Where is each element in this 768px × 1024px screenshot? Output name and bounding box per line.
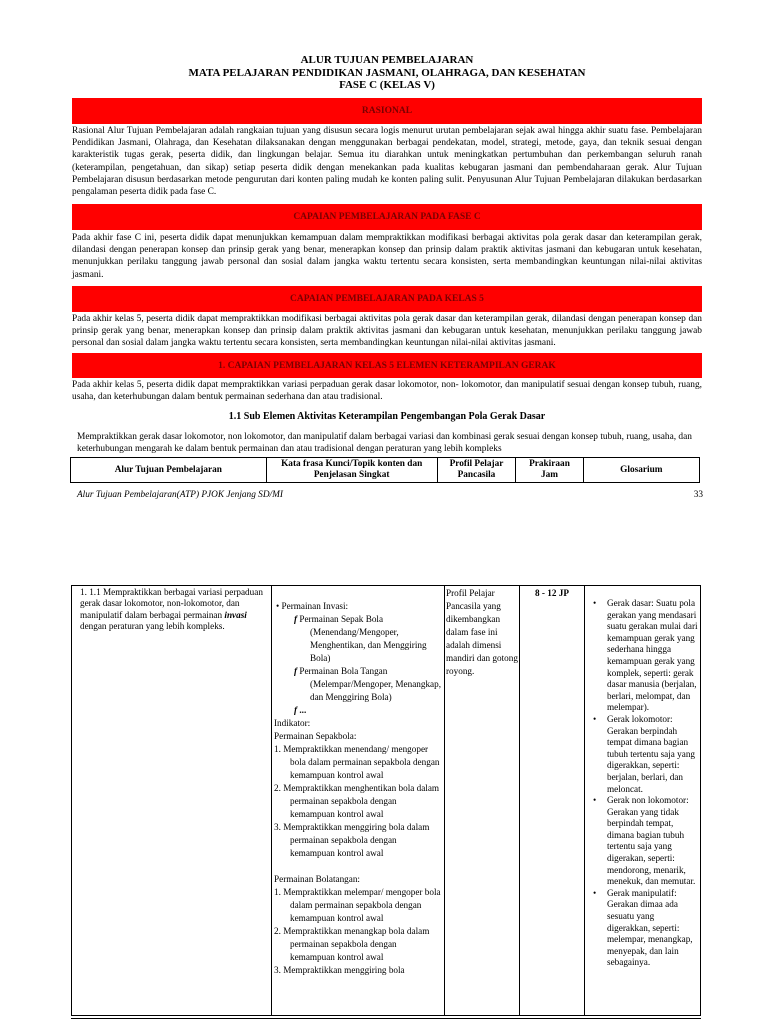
bolatangan-indikator-3: 3. Mempraktikkan menggiring bola <box>274 965 405 975</box>
atp-table-row <box>71 585 701 1016</box>
title-line-2: MATA PELAJARAN PENDIDIKAN JASMANI, OLAHRAGA, DAN KESEHATAN <box>188 66 586 79</box>
bola-tangan-title: Permainan Bola Tangan <box>299 666 388 676</box>
glosarium-item-manipulatif: • Gerak manipulatif: <box>593 887 677 898</box>
invasi-label: • Permainan Invasi: <box>276 601 349 611</box>
glosarium-item-lokomotor: • Gerak lokomotor: <box>593 713 673 724</box>
sepakbola-label: Permainan Sepakbola: <box>274 731 357 741</box>
sepak-bola-desc: (Menendang/Mengoper, Menghentikan, dan Menggiring Bola) <box>310 627 427 663</box>
title-line-3: FASE C (KELAS V) <box>339 79 435 91</box>
bullet-glyph: f <box>294 705 298 715</box>
elemen-heading: 1. CAPAIAN PEMBELAJARAN KELAS 5 ELEMEN KETERAMPILAN GERAK <box>72 353 702 378</box>
page-footer <box>77 490 703 500</box>
header-cell-jam-line1: Prakiraan <box>529 459 570 469</box>
page-number: 33 <box>693 490 703 500</box>
header-cell-kata-frasa <box>266 458 437 483</box>
glosarium-desc-lokomotor: Gerakan berpindah tempat dimana bagian tubuh tertentu saja yang digerakkan, seperti: berjalan, berlari, dan meloncat. <box>607 725 696 794</box>
bullet-glyph: f <box>294 666 298 676</box>
page-bottom-rule <box>71 1018 701 1019</box>
footer-title: Alur Tujuan Pembelajaran(ATP) PJOK Jenjang SD/MI <box>77 490 283 500</box>
more-item <box>274 704 442 717</box>
cell-glosarium <box>585 586 701 1015</box>
bolatangan-label: Permainan Bolatangan: <box>274 874 360 884</box>
glosarium-desc-non-lokomotor: Gerakan yang tidak berpindah tempat, dimana bagian tubuh tertentu saja yang digerakan, seperti: mendorong, menarik, menekuk, dan memutar. <box>607 806 696 887</box>
glosarium-desc-gerak-dasar: gerakan yang mendasari suatu gerakan mulai dari kemampuan gerak yang sederhana hingga kemampuan gerak yang komplek, seperti: gerak dasar manusia (berjalan, berlari, melompat, dan melempar). <box>607 609 698 713</box>
atp-table-header <box>70 457 700 483</box>
jam-text: 8 - 12 JP <box>535 588 569 598</box>
title-line-1: ALUR TUJUAN PEMBELAJARAN <box>300 54 474 66</box>
document-title <box>72 54 702 92</box>
atp-text <box>80 587 266 633</box>
header-cell-atp: Alur Tujuan Pembelajaran <box>71 458 267 483</box>
sepakbola-indikator-3: 3. Mempraktikkan menggiring bola dalam permainan sepakbola dengan kemampuan kontrol awal <box>274 822 430 858</box>
header-cell-profil <box>437 458 516 483</box>
glosarium-term: Gerak lokomotor: <box>607 713 673 724</box>
cp-fase-heading: CAPAIAN PEMBELAJARAN PADA FASE C <box>72 204 702 230</box>
header-cell-kata-frasa-line1: Kata frasa Kunci/Topik konten dan <box>281 459 423 469</box>
bola-tangan-desc: (Melempar/Mengoper, Menangkap, dan Menggiring Bola) <box>310 679 442 702</box>
glosarium-term: Gerak manipulatif: <box>607 887 677 898</box>
cp-fase-text: Pada akhir fase C ini, peserta didik dapat menunjukkan kemampuan dalam mempraktikkan modifikasi berbagai aktivitas pola gerak dasar dan keterampilan gerak, dilandasi dengan penerapan konsep dan prinsip gerak yang benar, menerapkan konsep dan prinsip dalam praktik aktivitas jasmani dan kebugaran untuk kesehatan, menunjukkan perilaku tanggung jawab personal dan sosial dalam jangka waktu tertentu secara konsisten, serta membandingkan keuntungan nilai-nilai aktivitas jasmani. <box>72 233 702 280</box>
atp-text-part2: dengan peraturan yang lebih kompleks. <box>80 621 225 632</box>
header-cell-glosarium: Glosarium <box>583 458 699 483</box>
header-cell-profil-line1: Profil Pelajar <box>449 459 504 469</box>
cp-kelas-text: Pada akhir kelas 5, peserta didik dapat mempraktikkan modifikasi berbagai aktivitas pola gerak dasar dan keterampilan gerak, dilandasi dengan penerapan konsep dan prinsip gerak yang benar, menerapkan konsep dan prinsip dalam praktik aktivitas jasmani dan kebugaran untuk kesehatan, menunjukkan perilaku tanggung jawab personal dan sosial dalam jangka waktu tertentu secara konsisten, serta membandingkan keuntungan nilai-nilai aktivitas jasmani. <box>72 314 702 349</box>
rasional-text: Rasional Alur Tujuan Pembelajaran adalah rangkaian tujuan yang disusun secara logis menurut urutan pembelajaran sejak awal hingga akhir suatu fase. Pembelajaran Pendidikan Jasmani, Olahraga, dan Kesehatan dilaksanakan dengan menggunakan berbagai pendekatan, model, strategi, metode, gaya, dan teknik sesuai dengan karakteristik tugas gerak, peserta didik, dan lingkungan belajar. Semua itu diarahkan untuk meningkatkan pertumbuhan dan perkembangan seluruh ranah (keterampilan, pengetahuan, dan sikap) setiap peserta didik dengan menekankan pada kualitas kebugaran jasmani dan pembendaharaan gerak. Alur Tujuan Pembelajaran disusun berdasarkan metode pengurutan dari konten paling mudah ke konten paling sulit. Penyusunan Alur Tujuan Pembelajaran dilakukan berdasarkan pengalaman peserta didik pada fase C. <box>72 126 702 198</box>
sub-elemen-text: Mempraktikkan gerak dasar lokomotor, non lokomotor, dan manipulatif dalam berbagai variasi dan kombinasi gerak sesuai dengan konsep tubuh, ruang, usaha, dan keterhubungan mengarah ke dalam bentuk permainan dan atau tradisional dengan peraturan yang lebih kompleks <box>77 432 692 455</box>
sepakbola-indikator-2: 2. Mempraktikkan menghentikan bola dalam permainan sepakbola dengan kemampuan kontrol awal <box>274 783 440 819</box>
ellipsis-text: ... <box>299 705 307 715</box>
sub-elemen-heading: 1.1 Sub Elemen Aktivitas Keterampilan Pengembangan Pola Gerak Dasar <box>228 411 546 422</box>
bolatangan-indikator-1: 1. Mempraktikkan melempar/ mengoper bola dalam permainan sepakbola dengan kemampuan kontrol awal <box>274 887 441 923</box>
atp-text-part1: 1. 1.1 Mempraktikkan berbagai variasi perpaduan gerak dasar lokomotor, non-lokomotor, dan manipulatif dalam berbagai permainan <box>80 587 263 620</box>
bolatangan-indikator-2: 2. Mempraktikkan menangkap bola dalam permainan sepakbola dengan kemampuan kontrol awal <box>274 926 430 962</box>
header-cell-profil-line2: Pancasila <box>457 470 496 480</box>
glosarium-term: Gerak dasar: Suatu pola <box>607 598 696 608</box>
header-cell-jam-line2: Jam <box>540 470 558 480</box>
sepak-bola-item <box>274 613 442 626</box>
atp-text-emphasis: invasi <box>224 609 247 620</box>
elemen-text: Pada akhir kelas 5, peserta didik dapat mempraktikkan variasi perpaduan gerak dasar lokomotor, non- lokomotor, dan manipulatif sesuai dengan konsep tubuh, ruang, usaha, dan keterhubungan dalam bentuk permainan sederhana dan atau tradisional. <box>72 380 702 403</box>
glosarium-item-non-lokomotor: • Gerak non lokomotor: <box>593 795 689 806</box>
rasional-heading: RASIONAL <box>72 98 702 124</box>
glosarium-term: Gerak non lokomotor: <box>607 795 689 806</box>
cp-kelas-heading: CAPAIAN PEMBELAJARAN PADA KELAS 5 <box>72 286 702 312</box>
sepakbola-indikator-1: 1. Mempraktikkan menendang/ mengoper bola dalam permainan sepakbola dengan kemampuan kontrol awal <box>274 744 440 780</box>
glosarium-item-gerak-dasar: • Gerak dasar: Suatu pola <box>593 598 696 608</box>
header-cell-jam <box>516 458 584 483</box>
cell-profil <box>445 586 520 1015</box>
profil-text: Profil Pelajar Pancasila yang dikembangkan dalam fase ini adalah dimensi mandiri dan gotong royong. <box>446 588 518 676</box>
cell-atp <box>72 586 272 1015</box>
bullet-glyph: f <box>294 614 298 624</box>
bola-tangan-item <box>274 665 442 678</box>
indikator-label: Indikator: <box>274 718 311 728</box>
glosarium-desc-manipulatif: Gerakan dimaa ada sesuatu yang digerakkan, seperti: melempar, menangkap, menyepak, dan lain sebagainya. <box>607 899 693 968</box>
cell-jam <box>520 586 585 1015</box>
header-cell-kata-frasa-line2: Penjelasan Singkat <box>313 470 390 480</box>
sepak-bola-title: Permainan Sepak Bola <box>299 614 384 624</box>
cell-kata-frasa <box>272 586 445 1015</box>
